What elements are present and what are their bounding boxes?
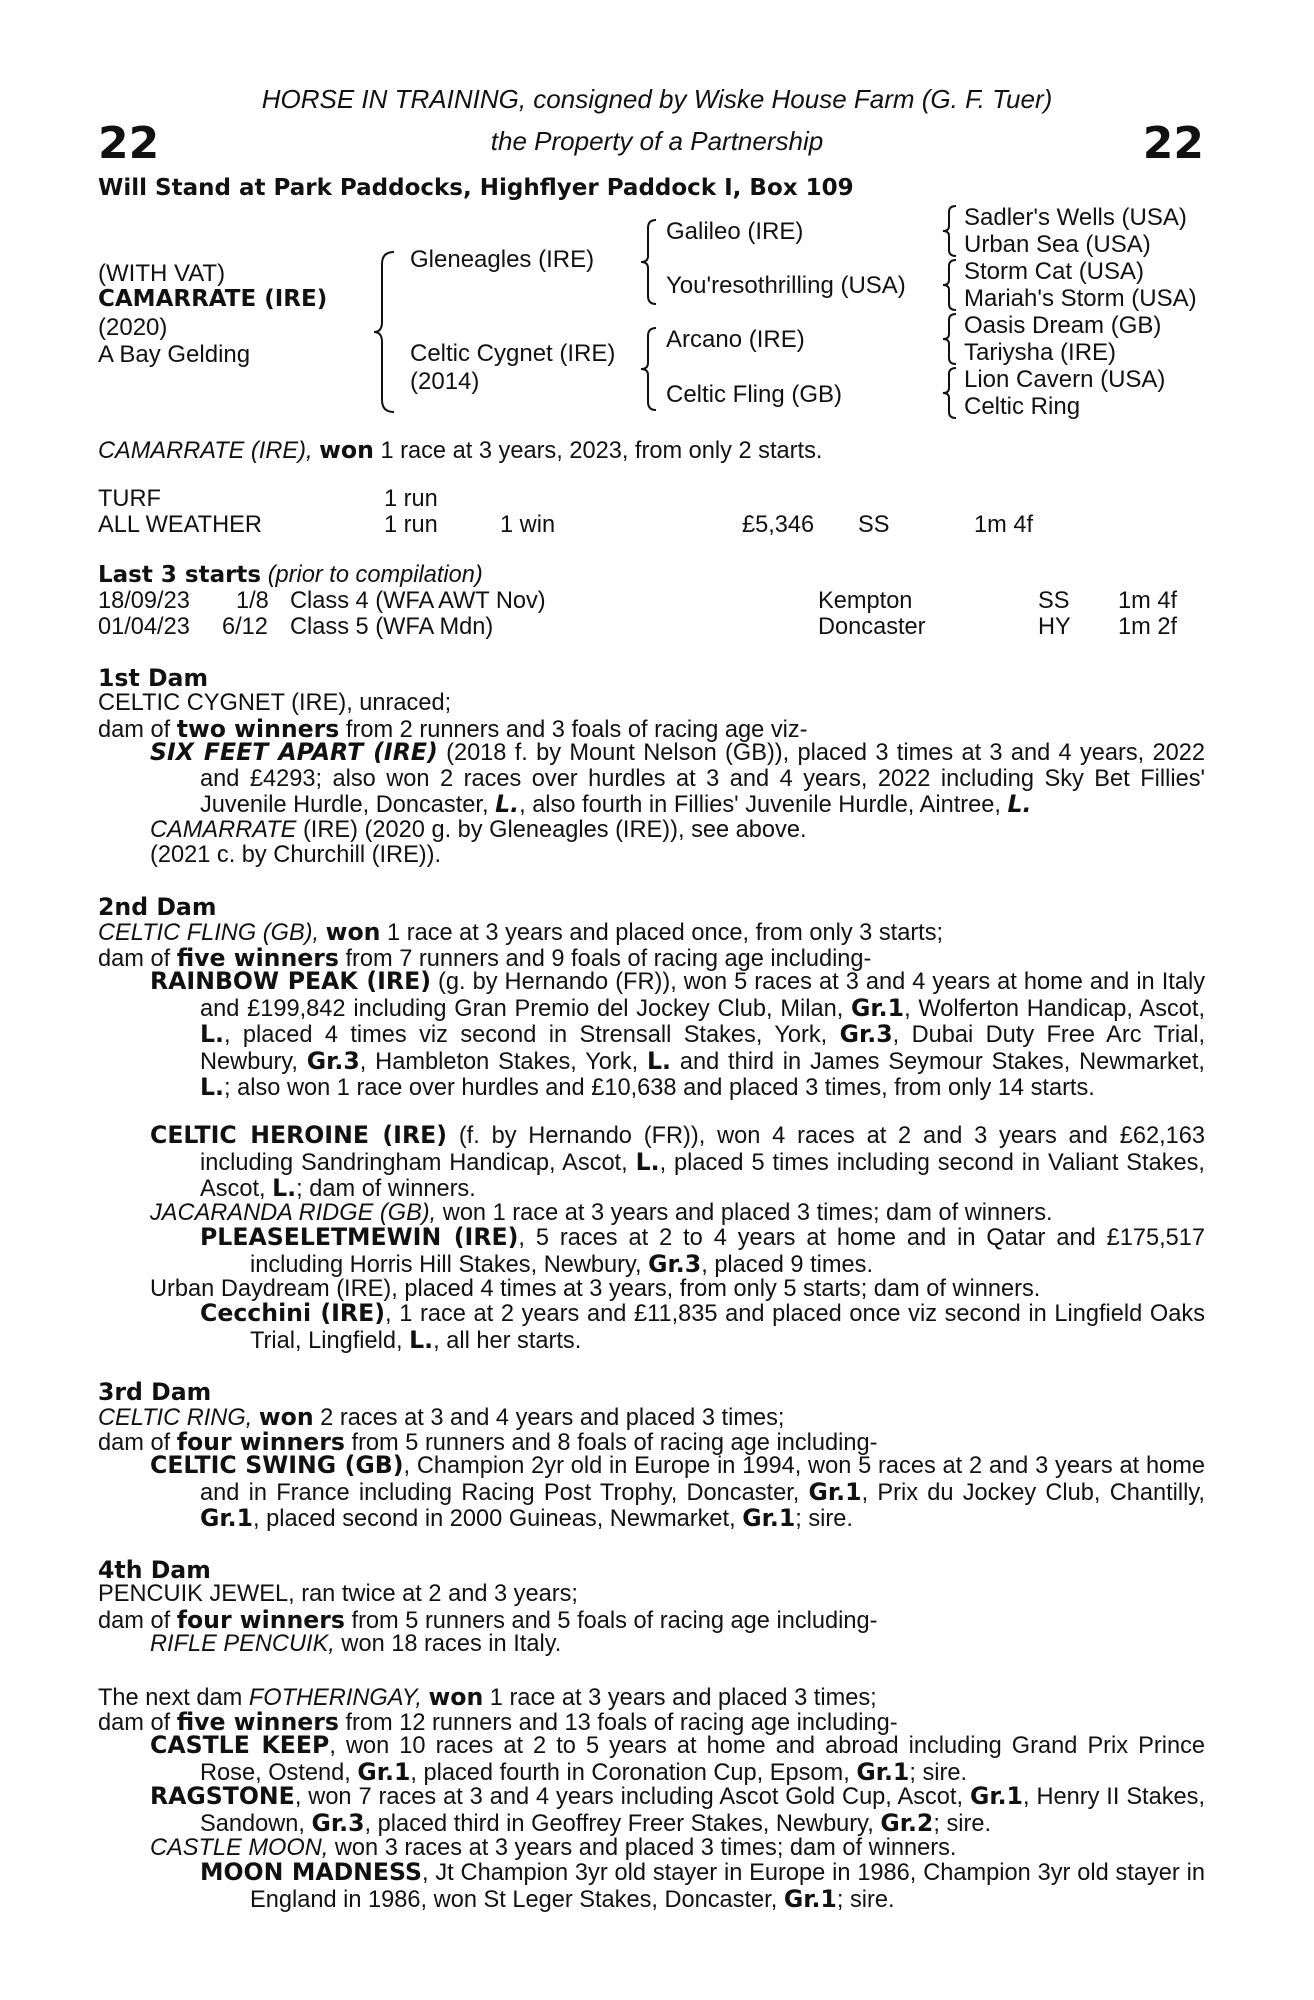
- race-summary: CAMARRATE (IRE), won 1 race at 3 years, 2023, from only 2 starts.: [98, 436, 823, 464]
- lot-number-right: 22: [1142, 118, 1204, 169]
- record-aw-runs: 1 run: [384, 512, 438, 538]
- gg-2: Urban Sea (USA): [964, 231, 1151, 258]
- start-1-going: SS: [1038, 588, 1070, 614]
- first-dam-entry-2: CAMARRATE (IRE) (2020 g. by Gleneagles (IRE)), see above.: [150, 817, 807, 843]
- first-dam-entry-3: (2021 c. by Churchill (IRE)).: [150, 842, 442, 868]
- third-dam-line2: dam of four winners from 5 runners and 8 foals of racing age including-: [98, 1428, 878, 1456]
- fourth-dam-line2: dam of four winners from 5 runners and 5 foals of racing age including-: [98, 1606, 878, 1634]
- fourth-dam-line1: PENCUIK JEWEL, ran twice at 2 and 3 years;: [98, 1581, 578, 1607]
- record-aw-prize: £5,346: [742, 512, 815, 538]
- ds-brace: [940, 312, 960, 366]
- second-dam-entry-1: RAINBOW PEAK (IRE) (g. by Hernando (FR)), won 5 races at 3 and 4 years at home and in Italy and £199,842 including Gran Premio del Jockey Club, Milan, Gr.1, Wolferton Handicap, Ascot, L., placed 4 times viz second in Strensall Stakes, York, Gr.3, Dubai Duty Free Arc Trial, Newbury, Gr.3, Hambleton Stakes, York, L. and third in James Seymour Stakes, Newmarket, L.; also won 1 race over hurdles and £10,638 and placed 3 times, from only 14 starts.: [150, 967, 1206, 1102]
- next-dam-entry-3: CASTLE MOON, won 3 races at 3 years and placed 3 times; dam of winners.: [150, 1835, 957, 1861]
- horse-year: (2020): [98, 314, 168, 341]
- second-dam-line1: CELTIC FLING (GB), won 1 race at 3 years and placed once, from only 3 starts;: [98, 918, 944, 946]
- gg-8: Celtic Ring: [964, 393, 1081, 420]
- start-2-going: HY: [1038, 614, 1071, 640]
- sd-brace: [940, 258, 960, 312]
- record-aw-dist: 1m 4f: [974, 512, 1034, 538]
- start-2-course: Doncaster: [818, 614, 926, 640]
- ss-brace: [940, 204, 960, 258]
- next-dam-entry-2: RAGSTONE, won 7 races at 3 and 4 years including Ascot Gold Cup, Ascot, Gr.1, Henry II Stakes, Sandown, Gr.3, placed third in Geoffrey Freer Stakes, Newbury, Gr.2; sire.: [150, 1782, 1205, 1837]
- start-2-dist: 1m 2f: [1118, 614, 1178, 640]
- sire-brace: [638, 218, 660, 308]
- dam-name: Celtic Cygnet (IRE): [410, 340, 616, 367]
- record-turf-runs: 1 run: [384, 486, 438, 512]
- second-dam-heading: 2nd Dam: [98, 893, 217, 921]
- dam-brace: [638, 326, 660, 414]
- start-2-class: Class 5 (WFA Mdn): [290, 614, 494, 640]
- first-dam-heading: 1st Dam: [98, 664, 209, 692]
- horse-description: A Bay Gelding: [98, 341, 251, 368]
- last-starts-heading: Last 3 starts (prior to compilation): [98, 562, 483, 588]
- sire-name: Gleneagles (IRE): [410, 246, 595, 273]
- first-dam-entry-1: SIX FEET APART (IRE) (2018 f. by Mount Nelson (GB)), placed 3 times at 3 and 4 years, 2022 and £4293; also won 2 races over hurdles at 3 and 4 years, 2022 including Sky Bet Fillies' Juvenile Hurdle, Doncaster, L., also fourth in Fillies' Juvenile Hurdle, Aintree, L.: [150, 738, 1205, 819]
- third-dam-line1: CELTIC RING, won 2 races at 3 and 4 years and placed 3 times;: [98, 1403, 785, 1431]
- first-dam-line2: dam of two winners from 2 runners and 3 foals of racing age viz-: [98, 715, 808, 743]
- dam-dam: Celtic Fling (GB): [666, 381, 843, 408]
- horse-name: CAMARRATE (IRE): [98, 286, 328, 312]
- pedigree-brace-main: [372, 250, 400, 415]
- record-aw-wins: 1 win: [500, 512, 556, 538]
- start-2-pos: 6/12: [222, 614, 268, 640]
- sire-dam: You'resothrilling (USA): [666, 272, 906, 299]
- second-dam-entry-4: Urban Daydream (IRE), placed 4 times at 3 years, from only 5 starts; dam of winners.: [150, 1276, 1041, 1302]
- third-dam-heading: 3rd Dam: [98, 1378, 212, 1406]
- second-dam-entry-3a: PLEASELETMEWIN (IRE), 5 races at 2 to 4 years at home and in Qatar and £175,517 including Horris Hill Stakes, Newbury, Gr.3, placed 9 times.: [200, 1223, 1206, 1278]
- second-dam-entry-2: CELTIC HEROINE (IRE) (f. by Hernando (FR)), won 4 races at 2 and 3 years and £62,163 including Sandringham Handicap, Ascot, L., placed 5 times including second in Valiant Stakes, Ascot, L.; dam of winners.: [150, 1121, 1205, 1203]
- next-dam-line2: dam of five winners from 12 runners and 13 foals of racing age including-: [98, 1708, 898, 1736]
- start-1-class: Class 4 (WFA AWT Nov): [290, 588, 546, 614]
- next-dam-entry-1: CASTLE KEEP, won 10 races at 2 to 5 years at home and abroad including Grand Prix Prince Rose, Ostend, Gr.1, placed fourth in Coronation Cup, Epsom, Gr.1; sire.: [150, 1731, 1206, 1786]
- start-1-course: Kempton: [818, 588, 913, 614]
- start-1-date: 18/09/23: [98, 588, 190, 614]
- first-dam-line1: CELTIC CYGNET (IRE), unraced;: [98, 690, 452, 716]
- vat-label: (WITH VAT): [98, 260, 226, 287]
- next-dam-line1: The next dam FOTHERINGAY, won 1 race at 3 years and placed 3 times;: [98, 1683, 877, 1711]
- gg-5: Oasis Dream (GB): [964, 312, 1162, 339]
- dam-sire: Arcano (IRE): [666, 326, 805, 353]
- next-dam-entry-3a: MOON MADNESS, Jt Champion 3yr old stayer in Europe in 1986, Champion 3yr old stayer in England in 1986, won St Leger Stakes, Doncaster, Gr.1; sire.: [200, 1858, 1205, 1913]
- gg-3: Storm Cat (USA): [964, 258, 1145, 285]
- gg-6: Tariysha (IRE): [964, 339, 1117, 366]
- gg-4: Mariah's Storm (USA): [964, 285, 1197, 312]
- start-2-date: 01/04/23: [98, 614, 190, 640]
- start-1-pos: 1/8: [236, 588, 269, 614]
- consignor-line: HORSE IN TRAINING, consigned by Wiske House Farm (G. F. Tuer): [261, 84, 1053, 114]
- record-aw-surface: ALL WEATHER: [98, 512, 262, 538]
- fourth-dam-entry-1: RIFLE PENCUIK, won 18 races in Italy.: [150, 1631, 562, 1657]
- gg-7: Lion Cavern (USA): [964, 366, 1166, 393]
- sire-sire: Galileo (IRE): [666, 218, 804, 245]
- third-dam-entry-1: CELTIC SWING (GB), Champion 2yr old in Europe in 1994, won 5 races at 2 and 3 years at home and in France including Racing Post Trophy, Doncaster, Gr.1, Prix du Jockey Club, Chantilly, Gr.1, placed second in 2000 Guineas, Newmarket, Gr.1; sire.: [150, 1451, 1205, 1533]
- fourth-dam-heading: 4th Dam: [98, 1556, 211, 1584]
- gg-1: Sadler's Wells (USA): [964, 204, 1187, 231]
- second-dam-entry-4a: Cecchini (IRE), 1 race at 2 years and £11,835 and placed once viz second in Lingfield Oaks Trial, Lingfield, L., all her starts.: [200, 1299, 1205, 1354]
- dam-year: (2014): [410, 368, 480, 395]
- stand-location: Will Stand at Park Paddocks, Highflyer Paddock I, Box 109: [98, 175, 854, 201]
- record-aw-going: SS: [858, 512, 890, 538]
- second-dam-line2: dam of five winners from 7 runners and 9 foals of racing age including-: [98, 944, 872, 972]
- dd-brace: [940, 366, 960, 420]
- property-line: the Property of a Partnership: [490, 126, 824, 156]
- record-turf-surface: TURF: [98, 486, 161, 512]
- second-dam-entry-3: JACARANDA RIDGE (GB), won 1 race at 3 years and placed 3 times; dam of winners.: [150, 1200, 1053, 1226]
- start-1-dist: 1m 4f: [1118, 588, 1178, 614]
- lot-number-left: 22: [98, 118, 160, 169]
